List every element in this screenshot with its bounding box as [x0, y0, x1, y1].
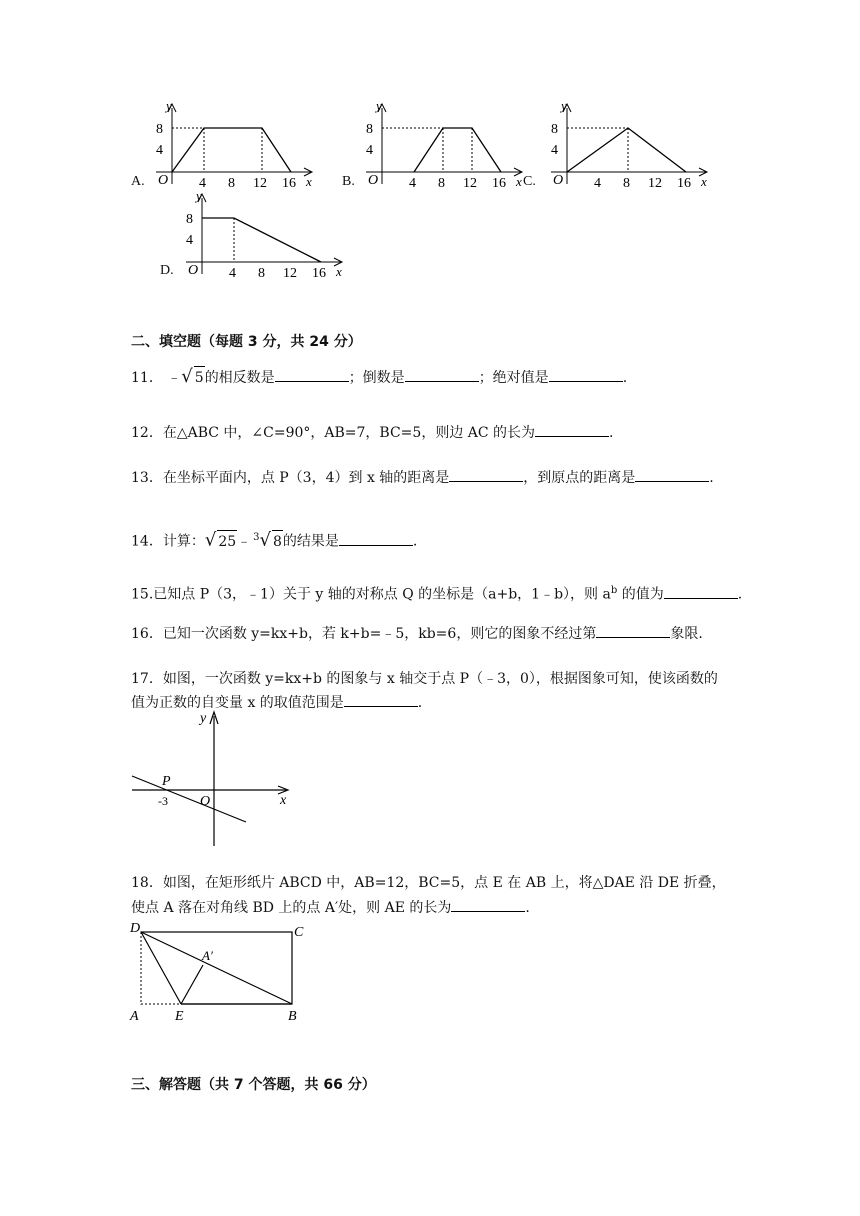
question-16 — [131, 623, 703, 645]
y-axis-label: y — [376, 98, 382, 113]
section-2-title: 二、填空题（每题 3 分，共 24 分） — [131, 334, 362, 350]
q15-text-2: 的值为 — [617, 586, 664, 603]
q17-figure — [128, 708, 296, 850]
y-tick: 4 — [186, 233, 193, 248]
x-axis-label: x — [336, 264, 342, 279]
x-tick: 8 — [228, 176, 235, 191]
y-axis-label: y — [561, 98, 567, 113]
radicand: 8 — [272, 530, 283, 553]
q13-text-2: ，到原点的距离是 — [523, 470, 636, 486]
x-tick: 12 — [253, 176, 267, 191]
q11-text-2: ；倒数是 — [348, 370, 405, 386]
x-tick: 16 — [282, 176, 296, 191]
q18-text: 使点 A 落在对角线 BD 上的点 A′处，则 AE 的长为 — [131, 900, 452, 916]
x-axis-label: x — [516, 174, 522, 189]
y-tick: 8 — [366, 122, 373, 137]
period: . — [609, 425, 614, 441]
period: . — [417, 695, 423, 711]
exponent: b — [610, 585, 618, 596]
vertex-d-label: D — [130, 921, 141, 936]
question-14 — [131, 527, 417, 553]
q16-text-2: 象限. — [670, 626, 703, 642]
point-p-label: P — [162, 774, 171, 789]
x-tick: 16 — [312, 266, 326, 281]
answer-blank[interactable] — [449, 467, 523, 482]
y-tick: 4 — [156, 143, 163, 158]
sqrt-icon: √ — [204, 529, 217, 551]
y-axis-label: y — [200, 711, 207, 726]
x-tick: 8 — [438, 176, 445, 191]
q18-figure — [126, 916, 316, 1028]
x-tick: 16 — [677, 176, 691, 191]
minus-sign: ﹣ — [167, 370, 182, 386]
origin-label: O — [158, 173, 169, 188]
answer-blank[interactable] — [405, 367, 479, 382]
y-tick: 4 — [366, 143, 373, 158]
question-12 — [131, 422, 614, 444]
option-a-label: A. — [131, 174, 145, 189]
q14-text-1: 14．计算： — [131, 533, 205, 550]
x-axis-label: x — [701, 174, 707, 189]
answer-blank[interactable] — [596, 623, 670, 638]
q13-text-1: 13．在坐标平面内，点 P（3，4）到 x 轴的距离是 — [131, 470, 450, 486]
option-b-label: B. — [342, 174, 355, 189]
answer-blank[interactable] — [275, 367, 349, 382]
x-tick: 16 — [492, 176, 506, 191]
vertex-c-label: C — [294, 925, 304, 940]
tick-label: -3 — [158, 794, 168, 808]
x-tick: 4 — [594, 176, 601, 191]
x-axis-label: x — [306, 174, 312, 189]
y-tick: 4 — [551, 143, 558, 158]
sqrt-icon: √ — [181, 366, 193, 387]
x-tick: 4 — [229, 266, 236, 281]
q17-text: 值为正数的自变量 x 的取值范围是 — [131, 695, 344, 711]
point-e-label: E — [175, 1009, 184, 1024]
answer-blank[interactable] — [344, 692, 418, 707]
question-18-line-1: 18．如图，在矩形纸片 ABCD 中，AB=12，BC=5，点 E 在 AB 上，将△DAE 沿 DE 折叠， — [131, 875, 726, 891]
radicand: 25 — [217, 530, 237, 553]
q16-text-1: 16．已知一次函数 y=kx+b，若 k+b=﹣5，kb=6，则它的图象不经过第 — [131, 626, 597, 642]
x-tick: 12 — [648, 176, 662, 191]
question-11 — [131, 366, 627, 389]
y-axis-label: y — [196, 188, 202, 203]
answer-blank[interactable] — [451, 897, 525, 912]
y-tick: 8 — [551, 122, 558, 137]
x-tick: 12 — [283, 266, 297, 281]
question-17-line-1: 17．如图，一次函数 y=kx+b 的图象与 x 轴交于点 P（﹣3，0），根据图象可知，使该函数的 — [131, 671, 718, 687]
answer-blank[interactable] — [549, 367, 623, 382]
question-number: 11． — [131, 370, 163, 386]
section-3-title: 三、解答题（共 7 个答题，共 66 分） — [131, 1077, 376, 1093]
question-15 — [131, 580, 742, 606]
period: . — [412, 533, 418, 550]
option-c-graph — [545, 98, 720, 194]
option-a-graph — [150, 98, 325, 194]
answer-blank[interactable] — [535, 422, 609, 437]
x-tick: 4 — [409, 176, 416, 191]
q14-text-2: 的结果是 — [282, 533, 339, 550]
x-tick: 4 — [199, 176, 206, 191]
y-axis-label: y — [166, 98, 172, 113]
x-axis-label: x — [280, 793, 287, 808]
y-tick: 8 — [186, 212, 193, 227]
q15-text-1: 15.已知点 P（3，﹣1）关于 y 轴的对称点 Q 的坐标是（a+b，1﹣b），则 a — [131, 586, 611, 603]
answer-blank[interactable] — [339, 531, 413, 546]
question-13 — [131, 467, 714, 489]
period: . — [737, 586, 743, 603]
option-d-label: D. — [160, 263, 174, 278]
q12-text: 12．在△ABC 中，∠C=90°，AB=7，BC=5，则边 AC 的长为 — [131, 425, 536, 441]
q11-text-1: 的相反数是 — [204, 370, 275, 386]
x-tick: 8 — [623, 176, 630, 191]
period: . — [709, 470, 714, 486]
y-tick: 8 — [156, 122, 163, 137]
answer-blank[interactable] — [635, 467, 709, 482]
x-tick: 12 — [463, 176, 477, 191]
point-a-prime-label: A′ — [202, 948, 213, 963]
option-d-graph — [180, 188, 355, 284]
vertex-b-label: B — [288, 1009, 297, 1024]
origin-label: O — [368, 173, 379, 188]
option-c-label: C. — [523, 174, 536, 189]
x-tick: 8 — [258, 266, 265, 281]
minus-sign: ﹣ — [237, 533, 252, 550]
vertex-a-label: A — [130, 1009, 139, 1024]
radicand: 5 — [194, 366, 205, 389]
root-index: 3 — [253, 532, 260, 543]
q11-text-3: ；绝对值是 — [478, 370, 549, 386]
option-b-graph — [360, 98, 535, 194]
period: . — [525, 900, 530, 916]
answer-blank[interactable] — [664, 584, 738, 599]
origin-label: O — [553, 173, 564, 188]
origin-label: O — [200, 794, 211, 809]
origin-label: O — [188, 263, 199, 278]
cube-root-icon: √ — [259, 529, 271, 551]
period: . — [622, 370, 628, 386]
